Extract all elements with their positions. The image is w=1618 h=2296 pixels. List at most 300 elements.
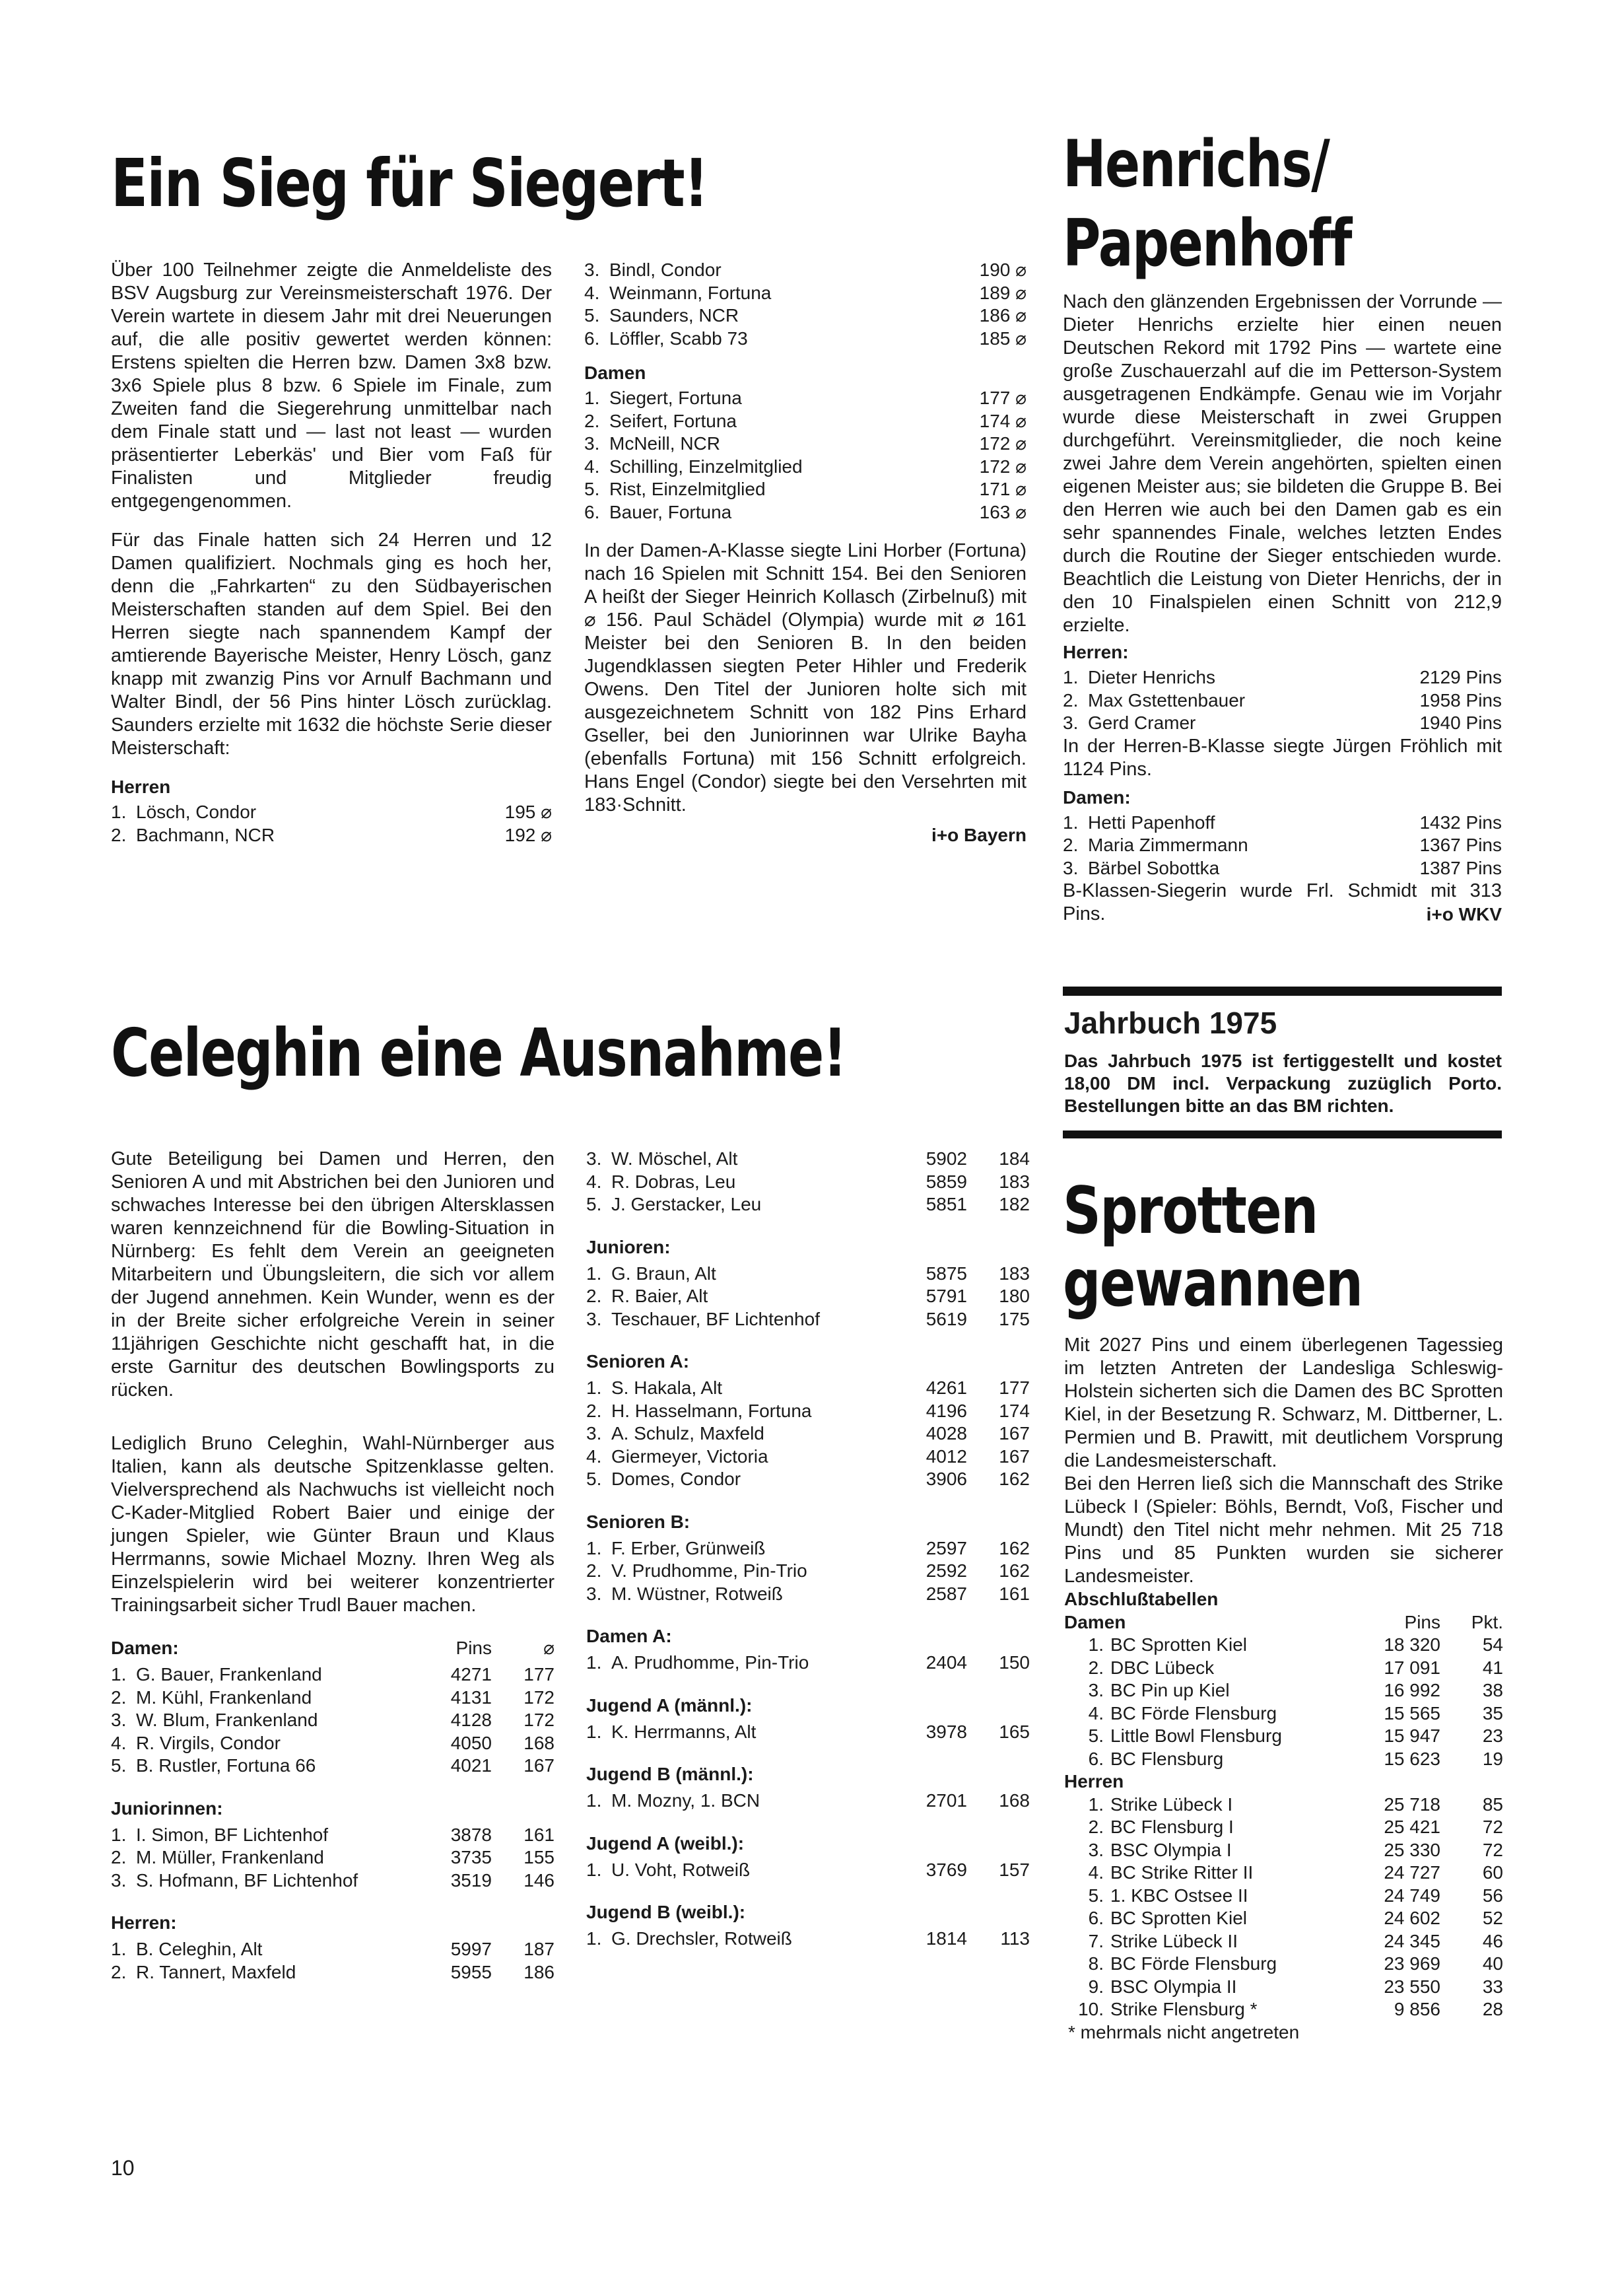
- pins: 24 602: [1384, 1908, 1440, 1928]
- pins: 1958 Pins: [1419, 689, 1502, 711]
- jahrbuch-top-rule: [1063, 987, 1502, 996]
- table-row: [1064, 1839, 1503, 1862]
- table-row: [1064, 1885, 1503, 1908]
- result-row: [111, 1961, 555, 1984]
- rank: 4.: [1088, 1862, 1104, 1883]
- group-header: [586, 1625, 1030, 1648]
- table-row: [1064, 1907, 1503, 1930]
- col-pkt-header: Pkt.: [1471, 1611, 1503, 1632]
- player-name: Bauer, Fortuna: [609, 501, 732, 522]
- herren-table-label: Herren: [1064, 1771, 1124, 1792]
- col-pins-header: Pins: [455, 1638, 492, 1658]
- average: 161: [523, 1824, 555, 1845]
- pins: 5791: [926, 1286, 967, 1306]
- pins: 3735: [450, 1847, 492, 1867]
- pins: 5619: [926, 1308, 967, 1329]
- rank: 1.: [111, 1939, 127, 1959]
- results-table: [586, 1263, 1030, 1331]
- footnote: [1064, 2021, 1503, 2044]
- pins: 5997: [450, 1939, 492, 1959]
- team-name: BC Strike Ritter II: [1110, 1862, 1254, 1883]
- rank: 3.: [586, 1148, 602, 1169]
- tables-label: [1064, 1588, 1503, 1611]
- pins: 9 856: [1394, 1999, 1440, 2019]
- headline-gewannen: gewannen: [1063, 1246, 1363, 1321]
- rank: 3.: [586, 1583, 602, 1604]
- result-row: [586, 1377, 1030, 1400]
- pins: 4128: [450, 1710, 492, 1730]
- rank: 6.: [1088, 1748, 1104, 1769]
- article3-paragraph: Gute Beteiligung bei Damen und Herren, den Senioren A und mit Abstrichen bei den Junioren und schwaches Interesse bei den übrigen Altersklassen waren kennzeichnend für die Bowling-Situation in Nürnberg: Es fehlt dem Verein an geeigneten Mitarbeitern und Übungsleitern, die sich vor allem der Jugend annehmen. Kein Wunder, wenn es der in der Breite sicher erfolgreiche Verein in seiner 11jährigen Geschichte nicht geschafft hat, in die erste Garnitur des deutschen Bowlingsports zu rücken.: [111, 1148, 555, 1401]
- pins: 1432 Pins: [1419, 812, 1502, 833]
- player-name: Saunders, NCR: [609, 305, 739, 326]
- results-table: [111, 1938, 555, 1984]
- team-name: BC Flensburg I: [1110, 1817, 1234, 1837]
- player-name: H. Hasselmann, Fortuna: [611, 1400, 812, 1421]
- table-row: [1064, 1634, 1503, 1657]
- result-row: [586, 1859, 1030, 1882]
- pins: 16 992: [1384, 1680, 1440, 1700]
- results-table: [586, 1377, 1030, 1491]
- pins: 4021: [450, 1755, 492, 1776]
- average: 162: [999, 1537, 1030, 1558]
- article4-body: [1064, 1334, 1503, 2044]
- result-row: [111, 1732, 555, 1755]
- pins: 2129 Pins: [1419, 667, 1502, 687]
- pins: 1367 Pins: [1419, 835, 1502, 855]
- result-row: [111, 1824, 555, 1847]
- result-row: [111, 1663, 555, 1687]
- table-row: [1064, 1748, 1503, 1771]
- pins: 15 947: [1384, 1725, 1440, 1746]
- result-row: [586, 1721, 1030, 1744]
- group-header: [586, 1350, 1030, 1373]
- jahrbuch-text: Das Jahrbuch 1975 ist fertiggestellt und kostet 18,00 DM incl. Verpackung zuzüglich Porto. Bestellungen bitte an das BM richten.: [1064, 1051, 1502, 1116]
- average: 177 ⌀: [979, 388, 1027, 408]
- result-row: [111, 1687, 555, 1710]
- article1-herren-label: Herren: [111, 777, 171, 797]
- pins: 4050: [450, 1732, 492, 1753]
- result-row: [1063, 712, 1502, 735]
- pins: 2587: [926, 1583, 967, 1604]
- table-row: [1064, 1725, 1503, 1748]
- rank: 5.: [1088, 1885, 1104, 1906]
- group-header: [111, 1797, 555, 1820]
- points: 33: [1482, 1976, 1503, 1997]
- herren-table-header: [1064, 1770, 1503, 1793]
- result-row: [111, 1938, 555, 1961]
- team-name: BC Förde Flensburg: [1110, 1702, 1277, 1723]
- result-row: [586, 1537, 1030, 1560]
- result-row: [584, 456, 1027, 479]
- pins: 1814: [926, 1928, 967, 1949]
- player-name: Teschauer, BF Lichtenhof: [611, 1308, 820, 1329]
- table-row: [1064, 1976, 1503, 1999]
- average: 177: [523, 1664, 555, 1685]
- pins: 5851: [926, 1194, 967, 1214]
- pins: 5902: [926, 1148, 967, 1169]
- player-name: A. Schulz, Maxfeld: [611, 1423, 764, 1444]
- average: 187: [523, 1939, 555, 1959]
- player-name: U. Voht, Rotweiß: [611, 1859, 751, 1880]
- rank: 2.: [1088, 1657, 1104, 1678]
- rank: 6.: [584, 501, 600, 522]
- average: 167: [523, 1755, 555, 1776]
- points: 72: [1482, 1817, 1503, 1837]
- average: 189 ⌀: [979, 282, 1027, 303]
- article2-damen-b: [1063, 880, 1502, 926]
- pins: 4196: [926, 1400, 967, 1421]
- result-row: [1063, 857, 1502, 880]
- article3-paragraph: Lediglich Bruno Celeghin, Wahl-Nürnberger aus Italien, kann als deutsche Spitzenklasse gelten. Vielversprechend als Nachwuchs ist vielleicht noch C-Kader-Mitglied Robert Baier und einige der jungen Spieler, wie Günter Braun und Klaus Herrmanns, sowie Michael Mozny. Ihren Weg als Einzelspielerin wird bei weiterer konzentrierter Trainingsarbeit sicher Trudl Bauer machen.: [111, 1433, 555, 1616]
- points: 72: [1482, 1839, 1503, 1860]
- rank: 2.: [586, 1400, 602, 1421]
- average: 180: [999, 1286, 1030, 1306]
- rank: 1.: [1088, 1793, 1104, 1815]
- average: 175: [999, 1308, 1030, 1329]
- table-row: [1064, 1816, 1503, 1839]
- player-name: Rist, Einzelmitglied: [609, 479, 766, 499]
- result-row: [586, 1583, 1030, 1606]
- rank: 5.: [586, 1469, 602, 1489]
- group-header: [586, 1511, 1030, 1533]
- average: 174 ⌀: [979, 410, 1027, 431]
- player-name: M. Mozny, 1. BCN: [611, 1790, 760, 1811]
- player-name: R. Dobras, Leu: [611, 1171, 736, 1192]
- average: 167: [999, 1445, 1030, 1467]
- rank: 4.: [1088, 1702, 1104, 1723]
- table-row: [1064, 1793, 1503, 1817]
- headline-papenhoff: Papenhoff: [1063, 206, 1351, 281]
- article1-closing: In der Damen-A-Klasse siegte Lini Horber (Fortuna) nach 16 Spielen mit Schnitt 154. Bei den Senioren A heißt der Sieger Heinrich Kollasch (Zirbelnuß) mit ⌀ 156. Paul Schädel (Olympia) wurde mit ⌀ 161 Meister bei den Senioren B. In den beiden Jugendklassen siegten Peter Hihler und Frederik Owens. Den Titel der Junioren holte sich mit ausgezeichnetem Schnitt von 182 Pins Erhard Gseller, bei den Juniorinnen war Ulrike Bayha (ebenfalls Fortuna) mit 156 Schnitt erfolgreich. Hans Engel (Condor) siegte bei den Versehrten mit 183·Schnitt.: [584, 540, 1027, 816]
- pins: 3906: [926, 1469, 967, 1489]
- rank: 3.: [1063, 857, 1079, 878]
- result-row: [111, 1709, 555, 1732]
- team-name: Strike Flensburg *: [1110, 1999, 1258, 2019]
- headline-ein-sieg: Ein Sieg für Siegert!: [111, 145, 708, 222]
- average: 162: [999, 1469, 1030, 1489]
- rank: 3.: [111, 1869, 127, 1891]
- rank: 2.: [111, 1847, 127, 1867]
- average: 161: [999, 1583, 1030, 1604]
- article2-herren-b: In der Herren-B-Klasse siegte Jürgen Fröhlich mit 1124 Pins.: [1063, 735, 1502, 780]
- points: 23: [1482, 1725, 1503, 1746]
- player-name: Lösch, Condor: [136, 802, 257, 822]
- result-row: [111, 1755, 555, 1778]
- rank: 9.: [1088, 1976, 1104, 1997]
- result-row: [584, 282, 1027, 305]
- points: 40: [1482, 1953, 1503, 1974]
- rank: 3.: [1063, 713, 1079, 733]
- results-table: [111, 1663, 555, 1778]
- average: 172: [523, 1687, 555, 1708]
- average: 172 ⌀: [979, 456, 1027, 477]
- team-name: Strike Lübeck II: [1110, 1930, 1238, 1951]
- player-name: Siegert, Fortuna: [609, 388, 742, 408]
- player-name: McNeill, NCR: [609, 433, 720, 454]
- player-name: Bärbel Sobottka: [1088, 857, 1220, 878]
- points: 41: [1482, 1657, 1503, 1678]
- rank: 3.: [1088, 1680, 1104, 1700]
- headline-henrichs: Henrichs/: [1063, 127, 1330, 202]
- rank: 4.: [586, 1445, 602, 1467]
- result-row: [586, 1400, 1030, 1423]
- points: 28: [1482, 1999, 1503, 2019]
- results-table: [586, 1928, 1030, 1951]
- rank: 2.: [584, 410, 600, 431]
- article3-right-results: [586, 1236, 1030, 1951]
- page-number: 10: [111, 2156, 135, 2180]
- article1-signature: i+o Bayern: [931, 825, 1027, 845]
- rank: 10.: [1078, 1999, 1104, 2019]
- points: 56: [1482, 1885, 1503, 1906]
- article2-body: [1063, 291, 1502, 926]
- player-name: F. Erber, Grünweiß: [611, 1537, 766, 1558]
- article3-left-results: [111, 1637, 555, 1984]
- pins: 3978: [926, 1721, 967, 1742]
- average: 185 ⌀: [979, 328, 1027, 349]
- player-name: Hetti Papenhoff: [1088, 812, 1215, 833]
- average: 183: [999, 1171, 1030, 1192]
- points: 85: [1482, 1793, 1503, 1815]
- average: 172: [523, 1710, 555, 1730]
- pins: 23 969: [1384, 1953, 1440, 1974]
- result-row: [586, 1652, 1030, 1675]
- article1-herren-table-cont: [584, 259, 1027, 350]
- team-name: 1. KBC Ostsee II: [1110, 1885, 1248, 1906]
- table-row: [1064, 1953, 1503, 1976]
- result-row: [586, 1148, 1030, 1171]
- damen-table-label: Damen: [1064, 1611, 1126, 1632]
- team-name: Little Bowl Flensburg: [1110, 1725, 1282, 1746]
- result-row: [111, 824, 552, 847]
- article3-right-column: [586, 1148, 1030, 1951]
- article2-herren-table: [1063, 666, 1502, 735]
- average: 165: [999, 1721, 1030, 1742]
- rank: 8.: [1088, 1953, 1104, 1974]
- article4-paragraph: Mit 2027 Pins und einem überlegenen Tagessieg im letzten Antreten der Landesliga Schleswig-Holstein sicherten sich die Damen des BC Sprotten Kiel, in der Besetzung R. Schwarz, M. Dittberner, L. Permien und B. Prawitt, mit deutlichem Vorsprung die Landesmeisterschaft.: [1064, 1335, 1503, 1471]
- rank: 1.: [111, 1664, 127, 1685]
- average: 177: [999, 1377, 1030, 1398]
- result-row: [586, 1560, 1030, 1583]
- player-name: R. Tannert, Maxfeld: [136, 1961, 296, 1982]
- results-table: [586, 1537, 1030, 1606]
- rank: 4.: [111, 1732, 127, 1753]
- rank: 1.: [111, 802, 127, 822]
- pins: 24 345: [1384, 1930, 1440, 1951]
- group-header: [111, 1912, 555, 1934]
- average: 190 ⌀: [979, 260, 1027, 280]
- group-label: Senioren A:: [586, 1351, 690, 1372]
- damen-league-table: [1064, 1634, 1503, 1770]
- rank: 2.: [111, 1961, 127, 1982]
- rank: 3.: [584, 260, 600, 280]
- team-name: Strike Lübeck I: [1110, 1793, 1233, 1815]
- rank: 5.: [1088, 1725, 1104, 1746]
- player-name: Max Gstettenbauer: [1088, 689, 1246, 711]
- average: 184: [999, 1148, 1030, 1169]
- player-name: M. Kühl, Frankenland: [136, 1687, 312, 1708]
- pins: 4261: [926, 1377, 967, 1398]
- points: 46: [1482, 1930, 1503, 1951]
- result-row: [586, 1468, 1030, 1491]
- article1-paragraph: Für das Finale hatten sich 24 Herren und 12 Damen qualifiziert. Nochmals ging es hoch her, denn die „Fahrkarten“ zu den Südbayerischen Meisterschaften standen auf dem Spiel. Bei den Herren siegte nach spannendem Kampf der amtierende Bayerische Meister, Henry Lösch, ganz knapp mit zwanzig Pins vor Arnulf Bachmann und Walter Bindl, der 56 Pins hinter Lösch zurücklag. Saunders erzielte mit 1632 die höchste Serie dieser Meisterschaft:: [111, 530, 552, 759]
- results-table: [586, 1652, 1030, 1675]
- pins: 1387 Pins: [1419, 857, 1502, 878]
- group-label: Junioren:: [586, 1236, 671, 1257]
- rank: 1.: [1063, 667, 1079, 687]
- player-name: G. Drechsler, Rotweiß: [611, 1928, 792, 1949]
- rank: 3.: [1088, 1839, 1104, 1860]
- col-pins-header: Pins: [1404, 1611, 1440, 1632]
- player-name: B. Celeghin, Alt: [136, 1939, 263, 1959]
- player-name: Bachmann, NCR: [136, 824, 275, 845]
- rank: 3.: [584, 433, 600, 454]
- team-name: BC Förde Flensburg: [1110, 1953, 1277, 1974]
- player-name: A. Prudhomme, Pin-Trio: [611, 1652, 809, 1673]
- result-row: [1063, 834, 1502, 857]
- table-row: [1064, 1998, 1503, 2021]
- pins: 23 550: [1384, 1976, 1440, 1997]
- herren-league-table: [1064, 1793, 1503, 2021]
- rank: 1.: [586, 1721, 602, 1742]
- player-name: M. Wüstner, Rotweiß: [611, 1583, 783, 1604]
- group-label: Senioren B:: [586, 1511, 691, 1532]
- average: 174: [999, 1400, 1030, 1421]
- pins: 25 718: [1384, 1793, 1440, 1815]
- table-row: [1064, 1679, 1503, 1702]
- average: 172 ⌀: [979, 433, 1027, 454]
- player-name: M. Müller, Frankenland: [136, 1847, 324, 1867]
- rank: 1.: [1088, 1634, 1104, 1655]
- player-name: Domes, Condor: [611, 1469, 741, 1489]
- result-row: [586, 1790, 1030, 1813]
- average: 168: [999, 1790, 1030, 1811]
- result-row: [111, 801, 552, 824]
- rank: 2.: [1088, 1817, 1104, 1837]
- average: 167: [999, 1423, 1030, 1444]
- points: 35: [1482, 1702, 1503, 1723]
- team-name: BC Sprotten Kiel: [1110, 1634, 1247, 1655]
- pins: 2404: [926, 1652, 967, 1673]
- player-name: G. Braun, Alt: [611, 1263, 716, 1284]
- average: 195 ⌀: [504, 802, 552, 822]
- pins: 15 623: [1384, 1748, 1440, 1769]
- result-row: [584, 387, 1027, 410]
- group-label: Damen:: [111, 1638, 179, 1658]
- rank: 7.: [1088, 1930, 1104, 1951]
- rank: 2.: [586, 1560, 602, 1581]
- rank: 4.: [586, 1171, 602, 1192]
- result-row: [584, 259, 1027, 282]
- footnote-text: * mehrmals nicht angetreten: [1068, 2021, 1300, 2042]
- player-name: Gerd Cramer: [1088, 713, 1196, 733]
- rank: 3.: [586, 1308, 602, 1329]
- article1-damen-label: Damen: [584, 363, 646, 383]
- rank: 2.: [111, 824, 127, 845]
- table-row: [1064, 1657, 1503, 1680]
- player-name: Maria Zimmermann: [1088, 835, 1248, 855]
- pins: 25 330: [1384, 1839, 1440, 1860]
- pins: 17 091: [1384, 1657, 1440, 1678]
- average: 168: [523, 1732, 555, 1753]
- article2-herren-label: Herren:: [1063, 642, 1129, 662]
- group-header: [586, 1832, 1030, 1855]
- rank: 2.: [1063, 835, 1079, 855]
- rank: 1.: [586, 1377, 602, 1398]
- article1-damen-table: [584, 387, 1027, 524]
- article2-damen-table: [1063, 812, 1502, 880]
- average: 171 ⌀: [979, 479, 1027, 499]
- article1-paragraph: Über 100 Teilnehmer zeigte die Anmeldeliste des BSV Augsburg zur Vereinsmeisterschaft 1976. Der Verein wartete in diesem Jahr mit drei Neuerungen auf, die alle positiv gewertet werden können: Erstens spielten die Herren bzw. Damen 3x8 bzw. 3x6 Spiele plus 8 bzw. 6 Spiele im Finale, zum Zweiten fand die Siegerehrung unmittelbar nach dem Finale statt und — last not least — wurden präsentierter Leberkäs' und Bier vom Faß für Finalisten und Mitglieder freudig entgegengenommen.: [111, 260, 552, 512]
- player-name: W. Möschel, Alt: [611, 1148, 738, 1169]
- rank: 6.: [1088, 1908, 1104, 1928]
- article1-body: [111, 259, 552, 847]
- result-row: [586, 1928, 1030, 1951]
- result-row: [1063, 689, 1502, 713]
- rank: 3.: [586, 1423, 602, 1444]
- average: 162: [999, 1560, 1030, 1581]
- rank: 5.: [584, 479, 600, 499]
- rank: 2.: [111, 1687, 127, 1708]
- article1-right-column: [584, 259, 1027, 846]
- pins: 1940 Pins: [1419, 713, 1502, 733]
- result-row: [586, 1445, 1030, 1469]
- rank: 2.: [586, 1286, 602, 1306]
- player-name: Bindl, Condor: [609, 260, 722, 280]
- average: 155: [523, 1847, 555, 1867]
- result-row: [584, 410, 1027, 433]
- article1-herren-table: [111, 801, 552, 847]
- player-name: S. Hakala, Alt: [611, 1377, 723, 1398]
- jahrbuch-bottom-rule: [1063, 1131, 1502, 1138]
- rank: 1.: [586, 1652, 602, 1673]
- player-name: G. Bauer, Frankenland: [136, 1664, 322, 1685]
- average: 113: [1000, 1928, 1030, 1949]
- table-row: [1064, 1702, 1503, 1725]
- pins: 25 421: [1384, 1817, 1440, 1837]
- average: 150: [999, 1652, 1030, 1673]
- average: 146: [523, 1869, 555, 1891]
- group-label: Herren:: [111, 1912, 177, 1933]
- average: 186 ⌀: [979, 305, 1027, 326]
- pins: 5875: [926, 1263, 967, 1284]
- rank: 5.: [111, 1755, 127, 1776]
- pins: 24 727: [1384, 1862, 1440, 1883]
- group-header: [586, 1763, 1030, 1786]
- pins: 3519: [450, 1869, 492, 1891]
- player-name: Schilling, Einzelmitglied: [609, 456, 803, 477]
- group-header: [586, 1901, 1030, 1924]
- rank: 1.: [586, 1859, 602, 1880]
- result-row: [584, 433, 1027, 456]
- points: 60: [1482, 1862, 1503, 1883]
- group-label: Jugend A (weibl.):: [586, 1832, 745, 1854]
- points: 38: [1482, 1680, 1503, 1700]
- pins: 3769: [926, 1859, 967, 1880]
- rank: 5.: [584, 305, 600, 326]
- rank: 4.: [584, 282, 600, 303]
- article3-left-column: [111, 1148, 555, 1984]
- group-label: Jugend A (männl.):: [586, 1694, 753, 1716]
- rank: 1.: [586, 1537, 602, 1558]
- player-name: R. Baier, Alt: [611, 1286, 708, 1306]
- results-table: [586, 1148, 1030, 1216]
- group-label: Juniorinnen:: [111, 1797, 223, 1819]
- average: 192 ⌀: [504, 824, 552, 845]
- points: 54: [1482, 1634, 1503, 1655]
- player-name: S. Hofmann, BF Lichtenhof: [136, 1869, 358, 1891]
